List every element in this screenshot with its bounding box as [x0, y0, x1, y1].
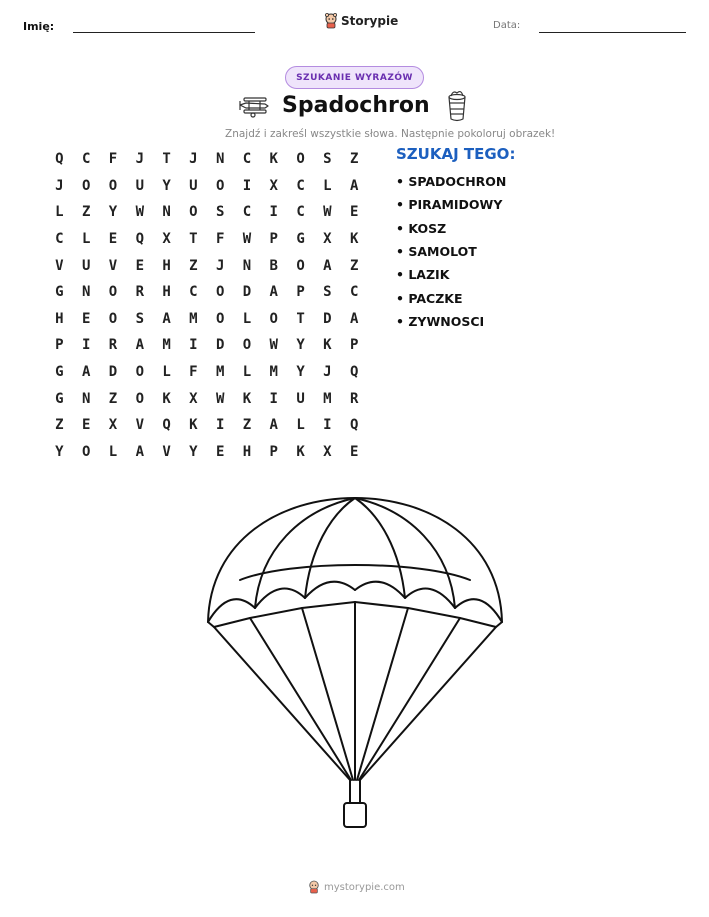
grid-cell: P: [296, 284, 305, 301]
word-list-item: • SPADOCHRON: [396, 174, 507, 190]
grid-cell: Q: [349, 417, 359, 434]
grid-cell: A: [323, 257, 332, 274]
grid-cell: Y: [296, 337, 305, 354]
grid-cell: Z: [189, 257, 198, 274]
grid-cell: Q: [55, 151, 64, 168]
grid-cell: V: [135, 417, 144, 434]
word-list-title: SZUKAJ TEGO:: [396, 145, 516, 163]
grid-cell: N: [162, 204, 171, 221]
grid-cell: O: [108, 284, 118, 301]
grid-cell: L: [323, 177, 332, 194]
grid-cell: C: [296, 204, 305, 221]
grid-cell: T: [189, 231, 198, 248]
grid-cell: A: [135, 337, 144, 354]
word-list-item: • ZYWNOSCI: [396, 313, 485, 329]
grid-cell: L: [108, 443, 118, 460]
grid-cell: A: [269, 284, 278, 301]
grid-cell: O: [269, 310, 278, 327]
grid-cell: W: [215, 390, 225, 407]
grid-cell: W: [242, 231, 252, 248]
grid-cell: I: [242, 177, 252, 194]
grid-cell: J: [215, 257, 225, 274]
grid-cell: Z: [108, 390, 118, 407]
grid-cell: J: [55, 177, 64, 194]
grid-cell: I: [81, 337, 91, 354]
grid-cell: Q: [135, 231, 144, 248]
grid-cell: Y: [108, 204, 118, 221]
grid-cell: V: [162, 443, 171, 460]
grid-cell: R: [135, 284, 144, 301]
grid-cell: C: [81, 151, 91, 168]
parachute-coloring-image: [200, 490, 510, 835]
grid-cell: P: [349, 337, 359, 354]
grid-cell: D: [215, 337, 225, 354]
grid-cell: S: [215, 204, 225, 221]
grid-cell: F: [189, 364, 198, 381]
grid-cell: O: [215, 177, 225, 194]
grid-cell: B: [269, 257, 278, 274]
brand-name: Storypie: [341, 14, 399, 28]
grid-cell: K: [189, 417, 198, 434]
grid-cell: A: [349, 177, 359, 194]
instructions-text: Znajdź i zakreśl wszystkie słowa. Następnie pokoloruj obrazek!: [225, 128, 556, 140]
grid-cell: C: [242, 151, 252, 168]
grid-cell: A: [81, 364, 91, 381]
grid-cell: W: [135, 204, 144, 221]
grid-cell: U: [81, 257, 91, 274]
grid-cell: I: [323, 417, 332, 434]
grid-cell: A: [162, 310, 171, 327]
grid-cell: L: [242, 364, 252, 381]
grid-cell: U: [296, 390, 305, 407]
grid-cell: N: [242, 257, 252, 274]
grid-cell: I: [269, 204, 278, 221]
grid-cell: C: [242, 204, 252, 221]
grid-cell: G: [55, 390, 64, 407]
grid-cell: Y: [55, 443, 64, 460]
grid-cell: M: [323, 390, 332, 407]
grid-cell: Z: [349, 151, 359, 168]
grid-cell: O: [296, 257, 305, 274]
grid-cell: E: [349, 204, 359, 221]
grid-cell: O: [81, 443, 91, 460]
grid-cell: E: [349, 443, 359, 460]
grid-cell: N: [81, 390, 91, 407]
grid-cell: J: [323, 364, 332, 381]
grid-cell: X: [189, 390, 198, 407]
grid-cell: C: [296, 177, 305, 194]
name-line: [73, 32, 255, 33]
word-list-item: • LAZIK: [396, 267, 450, 283]
grid-cell: X: [269, 177, 278, 194]
grid-cell: N: [81, 284, 91, 301]
grid-cell: L: [296, 417, 305, 434]
grid-cell: E: [81, 310, 91, 327]
grid-cell: I: [269, 390, 278, 407]
grid-cell: M: [215, 364, 225, 381]
grid-cell: O: [135, 364, 144, 381]
word-list-item: • SAMOLOT: [396, 244, 477, 260]
grid-cell: D: [242, 284, 252, 301]
grid-cell: X: [162, 231, 171, 248]
grid-cell: L: [162, 364, 171, 381]
grid-cell: J: [189, 151, 198, 168]
grid-cell: Y: [189, 443, 198, 460]
grid-cell: K: [296, 443, 305, 460]
grid-cell: C: [189, 284, 198, 301]
grid-cell: O: [108, 177, 118, 194]
grid-cell: E: [135, 257, 144, 274]
grid-cell: K: [323, 337, 332, 354]
grid-cell: Y: [162, 177, 171, 194]
grid-cell: S: [135, 310, 144, 327]
grid-cell: M: [189, 310, 198, 327]
grid-cell: A: [269, 417, 278, 434]
grid-cell: W: [269, 337, 278, 354]
grid-cell: O: [108, 310, 118, 327]
word-list-item: • PACZKE: [396, 290, 463, 306]
grid-cell: E: [215, 443, 225, 460]
page-title: Spadochron: [282, 93, 430, 118]
grid-cell: M: [162, 337, 171, 354]
grid-cell: N: [215, 151, 225, 168]
word-list-item: • KOSZ: [396, 220, 447, 236]
date-line: [539, 32, 686, 33]
grid-cell: O: [215, 310, 225, 327]
grid-cell: D: [108, 364, 118, 381]
grid-cell: I: [215, 417, 225, 434]
grid-cell: Z: [81, 204, 91, 221]
grid-cell: A: [135, 443, 144, 460]
word-search-grid: [46, 146, 368, 465]
grid-cell: W: [323, 204, 332, 221]
grid-cell: C: [349, 284, 359, 301]
grid-cell: K: [162, 390, 171, 407]
grid-cell: Z: [242, 417, 252, 434]
grid-cell: H: [162, 257, 171, 274]
grid-cell: F: [215, 231, 225, 248]
grid-cell: L: [55, 204, 64, 221]
word-list-item: • PIRAMIDOWY: [396, 197, 503, 213]
cup-icon: [444, 88, 470, 122]
grid-cell: K: [349, 231, 359, 248]
grid-cell: C: [55, 231, 64, 248]
footer: [308, 880, 405, 894]
grid-cell: O: [135, 390, 144, 407]
grid-cell: G: [55, 364, 64, 381]
grid-cell: T: [162, 151, 171, 168]
grid-cell: O: [81, 177, 91, 194]
biplane-icon: [238, 95, 270, 119]
grid-cell: H: [242, 443, 252, 460]
grid-cell: V: [108, 257, 118, 274]
grid-cell: P: [269, 231, 278, 248]
word-list: [396, 170, 506, 333]
grid-cell: Z: [55, 417, 64, 434]
grid-cell: X: [323, 443, 332, 460]
grid-cell: Z: [349, 257, 359, 274]
grid-cell: G: [296, 231, 305, 248]
grid-cell: H: [55, 310, 64, 327]
grid-cell: P: [55, 337, 64, 354]
grid-cell: R: [349, 390, 359, 407]
grid-cell: O: [242, 337, 252, 354]
grid-cell: X: [108, 417, 118, 434]
grid-cell: O: [215, 284, 225, 301]
grid-cell: U: [135, 177, 144, 194]
grid-cell: A: [349, 310, 359, 327]
grid-cell: K: [269, 151, 278, 168]
grid-cell: S: [323, 284, 332, 301]
grid-cell: S: [323, 151, 332, 168]
grid-cell: Y: [296, 364, 305, 381]
grid-cell: I: [189, 337, 198, 354]
grid-cell: D: [323, 310, 332, 327]
grid-cell: U: [189, 177, 198, 194]
storypie-mascot-icon: [308, 880, 320, 894]
grid-cell: L: [242, 310, 252, 327]
grid-cell: R: [108, 337, 118, 354]
grid-cell: O: [296, 151, 305, 168]
grid-cell: J: [135, 151, 144, 168]
grid-cell: E: [108, 231, 118, 248]
grid-cell: P: [269, 443, 278, 460]
grid-cell: H: [162, 284, 171, 301]
grid-cell: G: [55, 284, 64, 301]
grid-cell: K: [242, 390, 252, 407]
grid-cell: V: [55, 257, 64, 274]
grid-cell: E: [81, 417, 91, 434]
date-label: Data:: [493, 20, 521, 31]
brand-logo: [324, 13, 398, 29]
grid-cell: Q: [162, 417, 171, 434]
footer-url: mystorypie.com: [324, 881, 405, 893]
grid-cell: O: [189, 204, 198, 221]
grid-cell: F: [108, 151, 118, 168]
grid-cell: Q: [349, 364, 359, 381]
grid-cell: L: [81, 231, 91, 248]
grid-cell: X: [323, 231, 332, 248]
storypie-mascot-icon: [324, 13, 338, 29]
activity-badge: SZUKANIE WYRAZÓW: [285, 66, 424, 89]
grid-cell: M: [269, 364, 278, 381]
name-label: Imię:: [23, 20, 55, 33]
grid-cell: T: [296, 310, 305, 327]
